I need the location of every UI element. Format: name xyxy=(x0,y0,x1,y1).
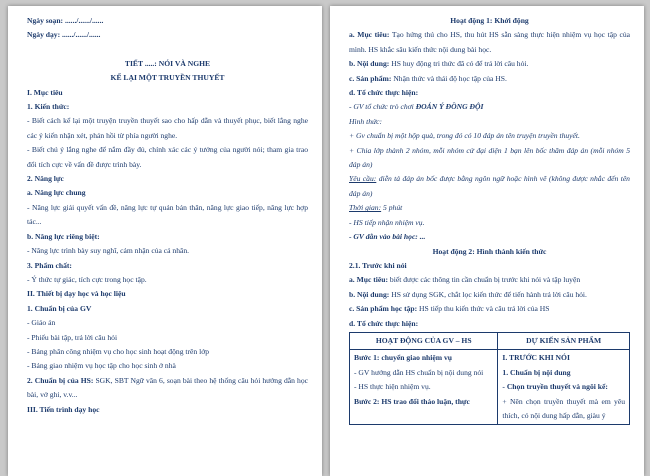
list-item-giao-an: - Giáo án xyxy=(27,318,56,328)
hinh-thuc-item-2: + Chia lớp thành 2 nhóm, mỗi nhóm cử đại diện 1 bạn lên bốc thăm đáp án (mỗi nhóm 5 đáp án) xyxy=(349,145,630,170)
page-right-content xyxy=(330,6,644,425)
list-item-bang-giao-nhiem-vu: - Bảng giao nhiệm vụ học tập cho học sinh ở nhà xyxy=(27,361,176,371)
date-taught-line: Ngày dạy: ....../....../...... xyxy=(27,30,101,40)
muc-tieu-label: a. Mục tiêu: xyxy=(349,275,389,285)
chuan-bi-hs-text: SGK, SBT Ngữ văn 6, soạn bài theo hệ thống câu hỏi hướng dẫn học bài, vở ghi, v.v... xyxy=(27,375,309,400)
gv-dan-line: - GV dẫn vào bài học: ... xyxy=(349,232,426,242)
date-prepared-line: Ngày soạn: ....../....../...... xyxy=(27,16,104,25)
san-pham-text: Nhận thức và thái độ học tập của HS. xyxy=(391,73,507,83)
subsection-nang-luc-rieng: b. Năng lực riêng biệt: xyxy=(27,231,100,241)
paragraph-kien-thuc-1: - Biết cách kể lại một truyện truyền thuyết sao cho hấp dẫn và thuyết phục, biết lắng nghe các ý kiến nhận xét, phản hồi từ phía người nghe. xyxy=(27,116,308,140)
activity1-san-pham xyxy=(349,72,630,86)
truoc-khi-noi-heading: I. TRƯỚC KHI NÓI xyxy=(502,353,570,363)
list-item-bang-phan-cong: - Bảng phân công nhiệm vụ cho học sinh hoạt động trên lớp xyxy=(27,346,210,356)
san-pham-label: c. Sản phẩm: xyxy=(349,73,392,83)
noi-dung-text: HS huy động tri thức đã có để trả lời câu hỏi. xyxy=(389,59,529,69)
chon-truyen-line: - Chọn truyền thuyết và ngôi kể: xyxy=(502,382,608,392)
activity2-to-chuc: d. Tổ chức thực hiện: xyxy=(349,318,419,328)
activity2-heading: Hoạt động 2: Hình thành kiến thức xyxy=(432,246,547,256)
lesson-title-line2: KỂ LẠI MỘT TRUYỀN THUYẾT xyxy=(110,73,225,83)
subsection-nang-luc: 2. Năng lực xyxy=(27,174,64,184)
game-intro-text: - GV tổ chức trò chơi xyxy=(349,102,416,112)
subsection-nang-luc-chung: a. Năng lực chung xyxy=(27,188,86,198)
subsection-kien-thuc: 1. Kiến thức: xyxy=(27,102,70,112)
table-header-row xyxy=(350,332,630,349)
section-heading-muc-tieu: I. Mục tiêu xyxy=(27,87,63,97)
activity-table xyxy=(349,332,630,425)
thoi-gian-label: Thời gian: xyxy=(349,203,382,213)
activity1-noi-dung xyxy=(349,57,630,71)
paragraph-nang-luc-rieng: - Năng lực trình bày suy nghĩ, cảm nhận của cá nhân. xyxy=(27,246,190,256)
game-name: ĐOÁN Ý ĐỒNG ĐỘI xyxy=(415,102,484,112)
yeu-cau-text: diễn tả đáp án bốc được bằng ngôn ngữ hoặc hình vẽ (không được nhắc đến tên đáp án) xyxy=(349,174,630,198)
yeu-cau-label: Yêu cầu: xyxy=(349,174,377,184)
activity1-muc-tieu xyxy=(349,28,630,57)
page-left-content xyxy=(8,6,322,417)
document-page-left xyxy=(8,6,322,476)
list-item-phieu-bai-tap: - Phiếu bài tập, trả lời câu hỏi xyxy=(27,332,118,342)
buoc1-item-1: - GV hướng dẫn HS chuẩn bị nội dung nói xyxy=(354,367,484,377)
hinh-thuc-label: Hình thức: xyxy=(349,116,383,126)
hinh-thuc-item-1: + Gv chuẩn bị một hộp quà, trong đó có 10 đáp án tên truyện truyền thuyết. xyxy=(349,131,580,141)
hs-tiep-nhan-line: - HS tiếp nhận nhiệm vụ. xyxy=(349,217,425,227)
document-page-right xyxy=(330,6,644,476)
buoc1-heading: Bước 1: chuyển giao nhiệm vụ xyxy=(354,353,452,363)
section-heading-thiet-bi: II. Thiết bị dạy học và học liệu xyxy=(27,289,126,299)
lesson-title-line1: TIẾT .....: NÓI VÀ NGHE xyxy=(124,58,211,68)
chuan-bi-noi-dung-heading: 1. Chuẩn bị nội dung xyxy=(502,367,571,377)
noi-dung-label: b. Nội dung: xyxy=(349,59,390,69)
activity1-to-chuc: d. Tổ chức thực hiện: xyxy=(349,88,419,98)
table-header-gv-hs: HOẠT ĐỘNG CỦA GV – HS xyxy=(350,332,498,349)
paragraph-pham-chat: - Ý thức tự giác, tích cực trong học tập. xyxy=(27,274,147,284)
yeu-cau-line xyxy=(349,172,630,201)
section-heading-tien-trinh: III. Tiến trình dạy học xyxy=(27,404,100,414)
table-header-du-kien: DỰ KIẾN SẢN PHẨM xyxy=(498,332,630,349)
paragraph-nang-luc-chung: - Năng lực giải quyết vấn đề, năng lực tự quản bản thân, năng lực giao tiếp, năng lực hợp tác... xyxy=(27,202,308,227)
subsection-chuan-bi-hs xyxy=(27,374,308,403)
activity2-noi-dung xyxy=(349,288,630,302)
san-pham-label: c. Sản phẩm học tập: xyxy=(349,304,418,314)
table-cell-du-kien xyxy=(498,350,630,425)
noi-dung-label: b. Nội dung: xyxy=(349,289,390,299)
spacer xyxy=(27,43,308,57)
san-pham-text: HS tiếp thu kiến thức và câu trả lời của HS xyxy=(417,304,550,314)
noi-dung-text: HS sử dụng SGK, chắt lọc kiến thức để tiến hành trả lời câu hỏi. xyxy=(389,289,587,299)
chuan-bi-hs-label: 2. Chuẩn bị của HS: xyxy=(27,375,94,385)
buoc1-item-2: - HS thực hiện nhiệm vụ. xyxy=(354,382,431,392)
muc-tieu-label: a. Mục tiêu: xyxy=(349,30,390,40)
subsection-pham-chat: 3. Phẩm chất: xyxy=(27,260,72,270)
paragraph-kien-thuc-2: - Biết chú ý lắng nghe để nắm đầy đủ, chính xác các ý tưởng của người nói; tham gia trao đổi tích cực về vấn đề được trình bày. xyxy=(27,145,308,169)
muc-tieu-text: Tạo hứng thú cho HS, thu hút HS sẵn sàng thực hiện nhiệm vụ học tập của mình. HS khắc sâu kiến thức nội dung bài học. xyxy=(349,30,631,54)
table-cell-gv-hs xyxy=(350,350,498,425)
thoi-gian-line xyxy=(349,201,630,215)
muc-tieu-text: biết được các thông tin cần chuẩn bị trước khi nói và tập luyện xyxy=(388,275,581,285)
activity2-san-pham xyxy=(349,302,630,316)
game-intro-line xyxy=(349,100,630,114)
activity2-muc-tieu xyxy=(349,273,630,287)
activity1-heading: Hoạt động 1: Khởi động xyxy=(450,16,529,25)
nen-chon-line: + Nên chọn truyền thuyết mà em yêu thích, có nội dung hấp dẫn, giàu ý xyxy=(502,396,625,420)
table-body-row xyxy=(350,350,630,425)
thoi-gian-text: 5 phút xyxy=(381,203,403,213)
subsection-chuan-bi-gv: 1. Chuẩn bị của GV xyxy=(27,303,92,313)
buoc2-heading: Bước 2: HS trao đổi thảo luận, thực xyxy=(354,396,470,406)
activity2-truoc-khi-noi: 2.1. Trước khi nói xyxy=(349,260,407,270)
